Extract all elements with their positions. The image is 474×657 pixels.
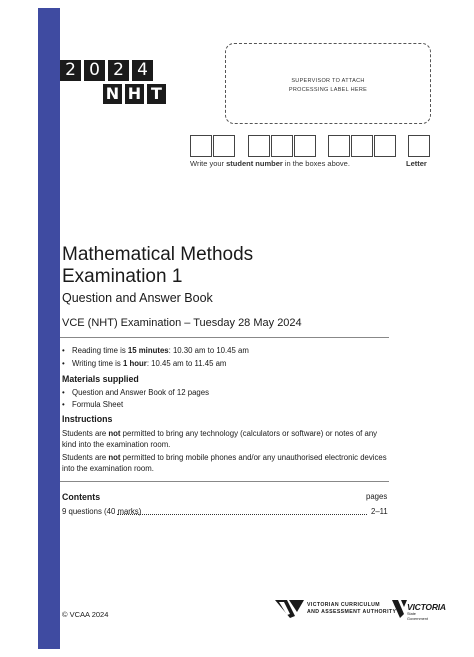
supervisor-label-text [226,77,430,95]
side-color-band [38,8,60,649]
vcaa-logo-icon [275,598,305,620]
year-digit: 4 [132,60,153,81]
timing-bold: 15 minutes [127,346,169,355]
victoria-wordmark: VICTORIA [407,602,446,612]
exam-title: Mathematical Methods [62,244,254,265]
student-letter-box[interactable] [408,135,430,157]
dot-leader [117,514,367,515]
contents-row-label: 9 questions (40 marks) [62,507,142,516]
student-number-instruction [190,159,350,168]
divider [60,337,389,338]
student-number-box[interactable] [374,135,396,157]
student-number-box[interactable] [328,135,350,157]
instructions-heading: Instructions [62,414,113,424]
year-badge [60,60,153,81]
instructions-paragraph [62,428,392,450]
instruction-text: permitted to bring any technology (calculators or software) or notes of any kind into the examination room. [62,429,378,449]
book-subtitle: Question and Answer Book [62,291,213,305]
materials-heading: Materials supplied [62,374,139,384]
materials-text: Question and Answer Book of 12 pages [72,388,209,397]
vcaa-wordmark [307,602,396,615]
timing-text: Writing time is [72,359,123,368]
student-number-box[interactable] [294,135,316,157]
instruction-bold: not [108,429,121,438]
timing-item: • Reading time is 15 minutes: 10.30 am to 10.45 am [62,346,249,355]
pages-label: pages [366,492,388,501]
instruction-text: Write your [190,159,227,168]
session-letter: H [125,84,144,104]
supervisor-label-area [225,43,431,124]
exam-title-line2: Examination 1 [62,266,183,287]
instruction-text: in the boxes above. [282,159,350,168]
session-letter: N [103,84,122,104]
victoria-sub-line: State [407,612,416,616]
contents-row-pages: 2–11 [371,507,388,516]
student-number-box[interactable] [271,135,293,157]
instructions-paragraph [62,452,392,474]
timing-text: : 10.45 am to 11.45 am [146,359,227,368]
timing-text: Reading time is [72,346,128,355]
instruction-text: Students are [62,429,109,438]
timing-item: • Writing time is 1 hour: 10.45 am to 11.45 am [62,359,227,368]
victoria-subtitle [407,612,428,621]
student-number-box[interactable] [190,135,212,157]
year-digit: 2 [108,60,129,81]
timing-text: : 10.30 am to 10.45 am [168,346,249,355]
supervisor-label-line: PROCESSING LABEL HERE [288,87,368,93]
victoria-sub-line: Government [407,616,428,621]
year-digit: 2 [60,60,81,81]
instruction-bold: student number [226,159,283,168]
instruction-text: Students are [62,453,109,462]
timing-bold: 1 hour [122,359,147,368]
session-letter: T [147,84,166,104]
year-digit: 0 [84,60,105,81]
vcaa-line: VICTORIAN CURRICULUM [307,602,381,608]
materials-item: • Question and Answer Book of 12 pages [62,388,209,397]
instruction-text: permitted to bring mobile phones and/or any unauthorised electronic devices into the examination room. [62,453,387,473]
contents-heading: Contents [62,492,101,502]
materials-text: Formula Sheet [72,400,124,409]
student-number-box[interactable] [351,135,373,157]
exam-date-line: VCE (NHT) Examination – Tuesday 28 May 2024 [62,317,302,329]
student-number-box[interactable] [213,135,235,157]
session-badge [103,84,166,104]
vcaa-line: AND ASSESSMENT AUTHORITY [307,608,397,615]
student-number-box[interactable] [248,135,270,157]
letter-label: Letter [406,159,427,168]
materials-item: • Formula Sheet [62,400,124,409]
supervisor-label-line: SUPERVISOR TO ATTACH [291,78,365,84]
instruction-bold: not [108,453,121,462]
divider [60,481,389,482]
copyright-notice: © VCAA 2024 [62,610,109,619]
victoria-logo-icon [392,598,408,620]
